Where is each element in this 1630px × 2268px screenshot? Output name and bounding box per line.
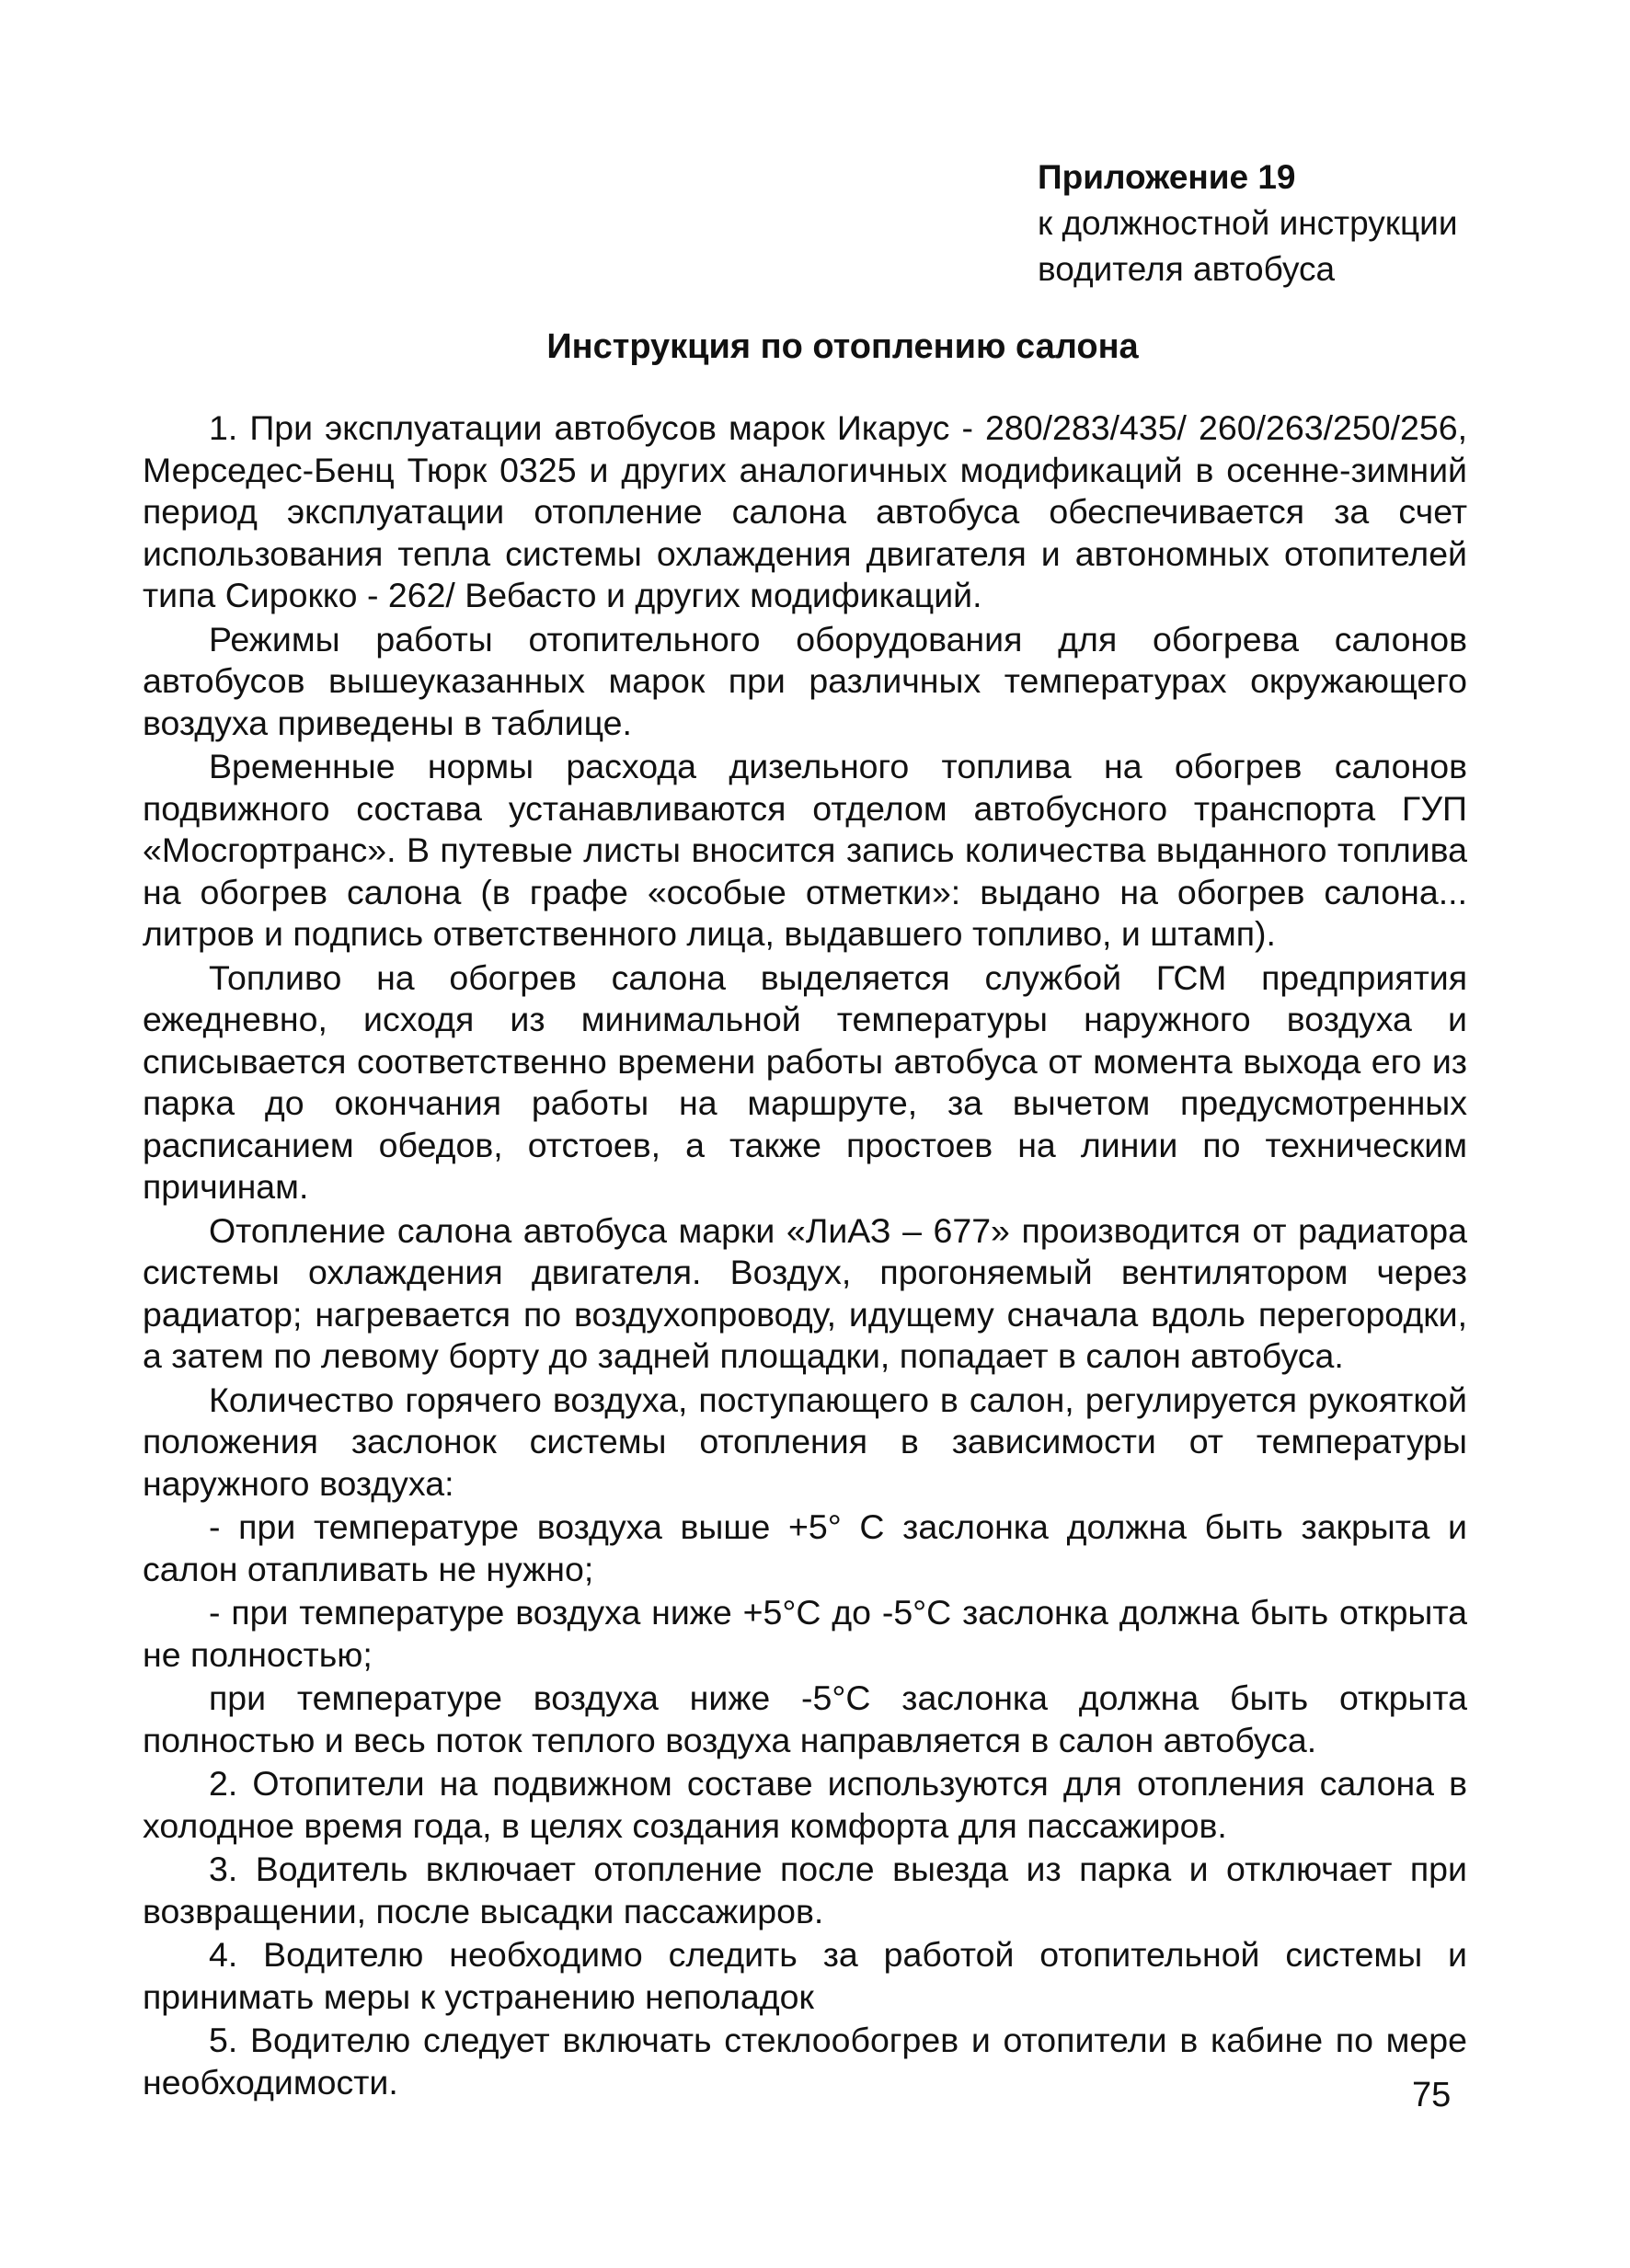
paragraph-7: - при температуре воздуха выше +5° С заслонка должна быть закрыта и салон отапливать не нужно;: [143, 1507, 1467, 1588]
paragraph-13: 5. Водителю следует включать стеклообогрев и отопители в кабине по мере необходимости.: [143, 2021, 1467, 2102]
paragraph-2: Режимы работы отопительного оборудования для обогрева салонов автобусов вышеуказанных марок при различных температурах окружающего воздуха приведены в таблице.: [143, 619, 1467, 742]
paragraph-6: Количество горячего воздуха, поступающего в салон, регулируется рукояткой положения заслонок системы отопления в зависимости от температуры наружного воздуха:: [143, 1380, 1467, 1503]
paragraph-1: 1. При эксплуатации автобусов марок Икарус - 280/283/435/ 260/263/250/256, Мерседес-Бенц Тюрк 0325 и других аналогичных модификаций в осенне-зимний период эксплуатации отопление салона автобуса обеспечивается за счет использования тепла системы охлаждения двигателя и автономных отопителей типа Сирокко - 262/ Вебасто и других модификаций.: [143, 408, 1467, 614]
paragraph-11: 3. Водитель включает отопление после выезда из парка и отключает при возвращении, после высадки пассажиров.: [143, 1850, 1467, 1930]
appendix-subtitle-line-2: водителя автобуса: [1038, 250, 1336, 288]
appendix-header: [1038, 155, 1553, 292]
appendix-title: Приложение 19: [1038, 158, 1296, 196]
paragraph-9: при температуре воздуха ниже -5°С заслонка должна быть открыта полностью и весь поток теплого воздуха направляется в салон автобуса.: [143, 1678, 1467, 1759]
document-body: [143, 407, 1467, 2105]
document-title: Инструкция по отоплению салона: [546, 327, 1139, 366]
paragraph-5: Отопление салона автобуса марки «ЛиАЗ – 677» производится от радиатора системы охлаждения двигателя. Воздух, прогоняемый вентилятором через радиатор; нагревается по воздухопроводу, идущему сначала вдоль перегородки, а затем по левому борту до задней площадки, попадает в салон автобуса.: [143, 1210, 1467, 1375]
page-number: 75: [1412, 2076, 1452, 2114]
paragraph-10: 2. Отопители на подвижном составе используются для отопления салона в холодное время года, в целях создания комфорта для пассажиров.: [143, 1764, 1467, 1845]
paragraph-4: Топливо на обогрев салона выделяется службой ГСМ предприятия ежедневно, исходя из минимальной температуры наружного воздуха и списывается соответственно времени работы автобуса от момента выхода его из парка до окончания работы на маршруте, за вычетом предусмотренных расписанием обедов, отстоев, а также простоев на линии по техническим причинам.: [143, 957, 1467, 1206]
paragraph-12: 4. Водителю необходимо следить за работой отопительной системы и принимать меры к устранению неполадок: [143, 1935, 1467, 2016]
appendix-subtitle-line-1: к должностной инструкции: [1038, 204, 1458, 242]
paragraph-3: Временные нормы расхода дизельного топлива на обогрев салонов подвижного состава устанавливаются отделом автобусного транспорта ГУП «Мосгортранс». В путевые листы вносится запись количества выданного топлива на обогрев салона (в графе «особые отметки»: выдано на обогрев салона... литров и подпись ответственного лица, выдавшего топливо, и штамп).: [143, 747, 1467, 953]
paragraph-8: - при температуре воздуха ниже +5°С до -5°С заслонка должна быть открыта не полностью;: [143, 1593, 1467, 1674]
